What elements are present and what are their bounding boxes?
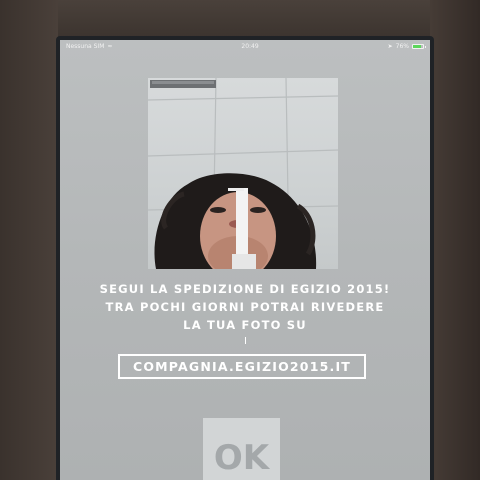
background-wall-left bbox=[0, 0, 58, 480]
status-left bbox=[66, 43, 112, 50]
battery-tip bbox=[425, 46, 426, 48]
status-time: 20:49 bbox=[241, 43, 259, 50]
carrier-label: Nessuna SIM bbox=[66, 43, 105, 50]
text-cursor-mark bbox=[245, 337, 246, 344]
battery-fill bbox=[413, 45, 421, 48]
message-line-1: SEGUI LA SPEDIZIONE DI EGIZIO 2015! bbox=[99, 282, 391, 296]
selfie-photo-illustration bbox=[148, 78, 338, 269]
status-bar bbox=[60, 40, 430, 53]
battery-icon bbox=[412, 44, 424, 49]
status-right bbox=[388, 43, 424, 50]
background-wall-right bbox=[430, 0, 480, 480]
white-pole bbox=[236, 188, 248, 260]
battery-percent: 76% bbox=[395, 43, 409, 50]
url-text: COMPAGNIA.EGIZIO2015.IT bbox=[132, 359, 352, 374]
message-block bbox=[60, 280, 430, 344]
message-line-3: LA TUA FOTO SU bbox=[183, 318, 307, 332]
url-box bbox=[118, 354, 366, 379]
ok-button-label: OK bbox=[213, 438, 270, 478]
location-icon: ➤ bbox=[387, 43, 393, 50]
selfie-photo bbox=[148, 78, 338, 269]
tablet-screen bbox=[60, 40, 430, 480]
background-wall-top bbox=[0, 0, 480, 40]
wifi-icon: ≈ bbox=[107, 43, 113, 50]
ok-button[interactable] bbox=[203, 418, 280, 480]
message-line-2: TRA POCHI GIORNI POTRAI RIVEDERE bbox=[105, 300, 385, 314]
